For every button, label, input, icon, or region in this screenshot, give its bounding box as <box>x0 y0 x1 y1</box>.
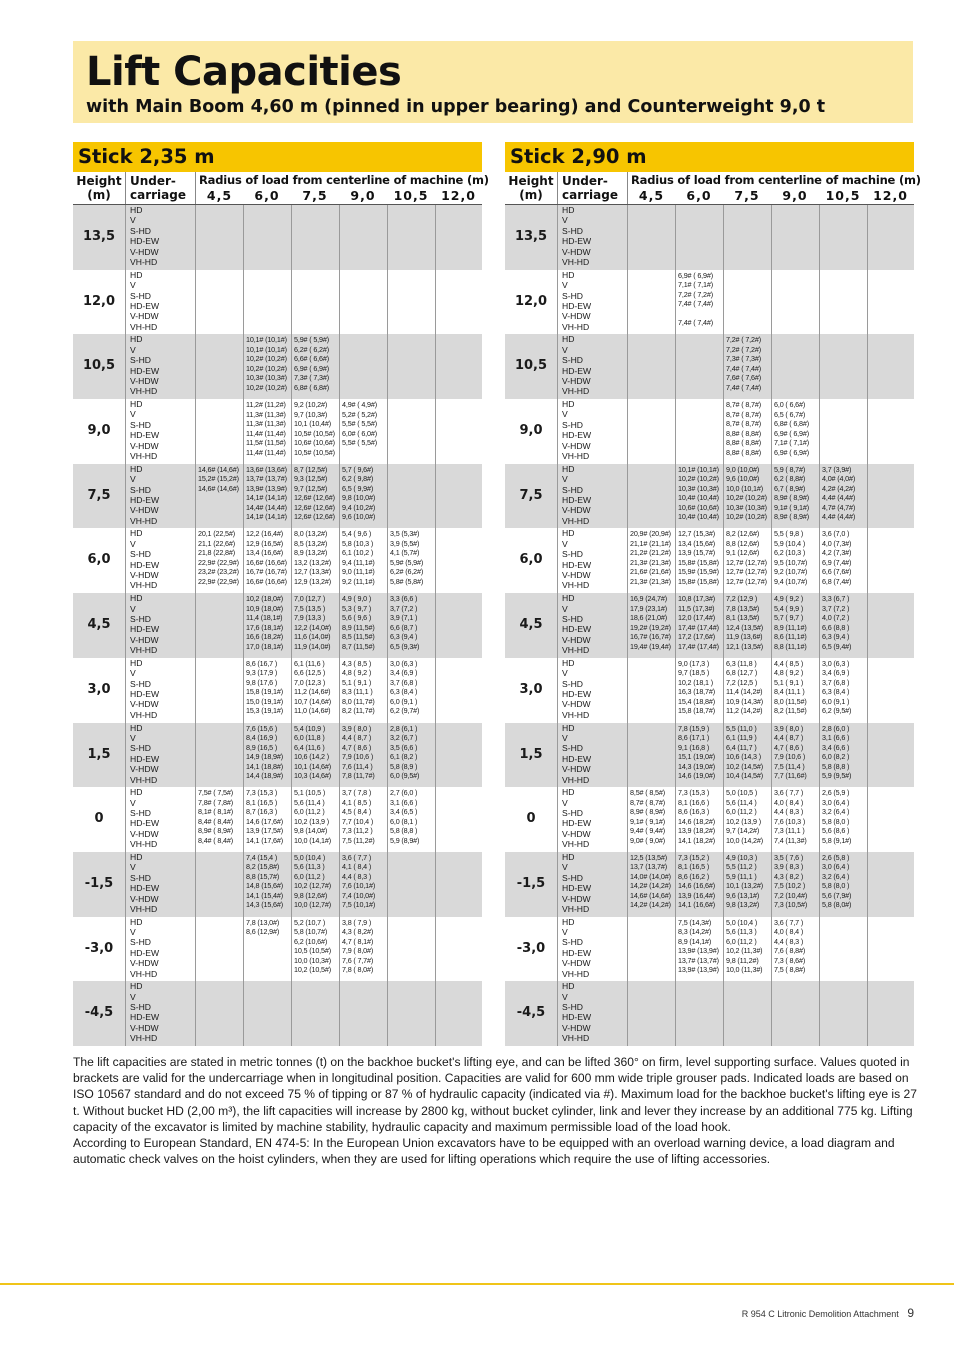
capacity-cell: 3,0 (6,3 ) 3,4 (6,9 ) 3,7 (6,8 ) 6,3 (8,4 ) 6,0 (9,1 ) 6,2 (9,7#) <box>387 658 435 723</box>
capacity-cell <box>243 205 291 270</box>
undercarriage-cell: HD V S-HD HD-EW V-HDW VH-HD <box>125 334 195 399</box>
capacity-cell <box>435 917 482 982</box>
panel-title: Stick 2,35 m <box>73 142 482 172</box>
capacity-cell <box>627 334 675 399</box>
undercarriage-cell: HD V S-HD HD-EW V-HDW VH-HD <box>557 270 627 335</box>
capacity-cell <box>867 464 914 529</box>
stick-2-90-panel <box>505 142 921 1046</box>
capacity-cell: 9,0 (10,0#) 9,6 (10,0#) 10,0 (10,1#) 10,2# (10,2#) 10,3# (10,3#) 10,2# (10,2#) <box>723 464 771 529</box>
capacity-cell: 2,6 (5,9 ) 3,0 (6,4 ) 3,2 (6,4 ) 5,8 (8,0 ) 5,6 (8,6 ) 5,8 (9,1#) <box>819 787 867 852</box>
capacity-cell: 5,5 (11,0 ) 6,1 (11,9 ) 6,4 (11,7 ) 10,6 (14,3 ) 10,2 (14,5#) 10,4 (14,5#) <box>723 723 771 788</box>
table-row <box>505 917 914 982</box>
radius-value: 12,0 <box>441 188 476 203</box>
radius-value: 9,0 <box>350 188 376 203</box>
radius-header: Radius of load from centerline of machine (m) <box>631 173 921 187</box>
panel-title: Stick 2,90 m <box>505 142 914 172</box>
capacity-cell: 8,5# ( 8,5#) 8,7# ( 8,7#) 8,9# ( 8,9#) 9,1# ( 9,1#) 9,4# ( 9,4#) 9,0# ( 9,0#) <box>627 787 675 852</box>
table-row <box>73 334 482 399</box>
capacity-cell: 5,0 (10,5 ) 5,6 (11,4 ) 6,0 (11,2 ) 10,2 (13,9 ) 9,7 (14,2#) 10,0 (14,2#) <box>723 787 771 852</box>
capacity-cell: 5,5 ( 9,8 ) 5,9 (10,4 ) 6,2 (10,3 ) 9,5 (10,7#) 9,2 (10,7#) 9,4 (10,7#) <box>771 528 819 593</box>
table-row <box>73 917 482 982</box>
capacity-cell <box>627 658 675 723</box>
capacity-cell <box>771 270 819 335</box>
table-row <box>73 852 482 917</box>
capacity-cell <box>867 270 914 335</box>
capacity-cell <box>627 723 675 788</box>
radius-value: 4,5 <box>206 188 233 203</box>
capacity-cell: 4,4 ( 8,5 ) 4,8 ( 9,2 ) 5,1 ( 9,1 ) 8,4 (11,1 ) 8,0 (11,5#) 8,2 (11,5#) <box>771 658 819 723</box>
height-cell: 12,0 <box>82 293 116 309</box>
height-cell: 4,5 <box>87 617 111 633</box>
capacity-cell <box>435 399 482 464</box>
capacity-cell: 7,3 (15,3 ) 8,1 (16,5 ) 8,7 (16,3 ) 14,6 (17,6#) 13,9 (17,5#) 14,1 (17,6#) <box>243 787 291 852</box>
height-cell: 10,5 <box>514 358 548 374</box>
capacity-cell <box>339 334 387 399</box>
capacity-cell <box>435 464 482 529</box>
capacity-cell <box>195 399 243 464</box>
table-row <box>73 399 482 464</box>
capacity-cell: 3,7 ( 7,8 ) 4,1 ( 8,5 ) 4,5 ( 8,4 ) 7,7 (10,4 ) 7,3 (11,2 ) 7,5 (11,2#) <box>339 787 387 852</box>
capacity-cell <box>387 981 435 1046</box>
page-title: Lift Capacities <box>86 49 402 95</box>
capacity-cell <box>675 334 723 399</box>
capacity-cell: 3,6 ( 7,7 ) 4,1 ( 8,4 ) 4,4 ( 8,3 ) 7,6 (10,1#) 7,4 (10,0#) 7,5 (10,1#) <box>339 852 387 917</box>
undercarriage-cell: HD V S-HD HD-EW V-HDW VH-HD <box>125 270 195 335</box>
capacity-cell <box>195 334 243 399</box>
capacity-cell <box>291 981 339 1046</box>
capacity-cell <box>435 528 482 593</box>
footer-label: R 954 C Litronic Demolition Attachment <box>741 1309 899 1319</box>
table-row <box>73 205 482 270</box>
undercarriage-cell: HD V S-HD HD-EW V-HDW VH-HD <box>125 917 195 982</box>
capacity-cell: 10,2 (18,0#) 10,9 (18,0#) 11,4 (18,1#) 17,6 (18,1#) 16,6 (18,2#) 17,0 (18,1#) <box>243 593 291 658</box>
radius-column <box>723 172 771 204</box>
height-cell: 3,0 <box>87 681 111 697</box>
undercarriage-cell: HD V S-HD HD-EW V-HDW VH-HD <box>557 787 627 852</box>
capacity-cell <box>387 334 435 399</box>
capacity-cell: 3,9 ( 8,0 ) 4,4 ( 8,7 ) 4,7 ( 8,6 ) 7,9 (10,6 ) 7,5 (11,4 ) 7,7 (11,6#) <box>771 723 819 788</box>
table-row <box>505 981 914 1046</box>
height-cell: 12,0 <box>514 293 548 309</box>
capacity-cell: 8,7 (12,5#) 9,3 (12,5#) 9,7 (12,5#) 12,6# (12,6#) 12,6# (12,6#) 12,6# (12,6#) <box>291 464 339 529</box>
undercarriage-cell: HD V S-HD HD-EW V-HDW VH-HD <box>557 723 627 788</box>
capacity-cell <box>867 205 914 270</box>
capacity-cell: 3,8 ( 7,9 ) 4,3 ( 8,2#) 4,7 ( 8,1#) 7,9 ( 8,0#) 7,6 ( 7,7#) 7,8 ( 8,0#) <box>339 917 387 982</box>
radius-column <box>819 172 867 204</box>
capacity-cell: 3,3 (6,7 ) 3,7 (7,2 ) 4,0 (7,2 ) 6,6 (8,8 ) 6,3 (9,4 ) 6,5 (9,4#) <box>819 593 867 658</box>
height-cell: 10,5 <box>82 358 116 374</box>
capacity-cell <box>435 981 482 1046</box>
footer <box>742 1306 914 1320</box>
capacity-cell <box>195 852 243 917</box>
capacity-cell <box>771 205 819 270</box>
capacity-cell <box>195 205 243 270</box>
undercarriage-cell: HD V S-HD HD-EW V-HDW VH-HD <box>125 399 195 464</box>
capacity-cell: 8,0 (13,2#) 8,5 (13,2#) 8,9 (13,2#) 13,2 (13,2#) 12,7 (13,3#) 12,9 (13,2#) <box>291 528 339 593</box>
capacity-cell <box>387 917 435 982</box>
table-row <box>73 593 482 658</box>
undercarriage-cell: HD V S-HD HD-EW V-HDW VH-HD <box>557 528 627 593</box>
capacity-cell: 2,6 (5,8 ) 3,0 (6,4 ) 3,2 (6,4 ) 5,8 (8,0 ) 5,6 (7,9#) 5,8 (8,0#) <box>819 852 867 917</box>
capacity-cell: 9,0 (17,3 ) 9,7 (18,5 ) 10,2 (18,1 ) 16,3 (18,7#) 15,4 (18,8#) 15,8 (18,7#) <box>675 658 723 723</box>
capacity-cell <box>867 334 914 399</box>
capacity-cell: 4,9 ( 9,0 ) 5,3 ( 9,7 ) 5,6 ( 9,6 ) 8,9 (11,5#) 8,5 (11,5#) 8,7 (11,5#) <box>339 593 387 658</box>
capacity-cell <box>867 723 914 788</box>
undercarriage-cell: HD V S-HD HD-EW V-HDW VH-HD <box>125 593 195 658</box>
capacity-cell: 8,7# ( 8,7#) 8,7# ( 8,7#) 8,7# ( 8,7#) 8,8# ( 8,8#) 8,8# ( 8,8#) 8,8# ( 8,8#) <box>723 399 771 464</box>
capacity-cell: 4,9# ( 4,9#) 5,2# ( 5,2#) 5,5# ( 5,5#) 6,0# ( 6,0#) 5,5# ( 5,5#) <box>339 399 387 464</box>
radius-column <box>195 172 243 204</box>
table-row <box>505 787 914 852</box>
height-cell: 3,0 <box>519 681 543 697</box>
height-cell: 7,5 <box>87 487 111 503</box>
undercarriage-column-header: Under- carriage <box>125 172 195 204</box>
capacity-cell: 12,5 (13,5#) 13,7 (13,7#) 14,0# (14,0#) 14,2# (14,2#) 14,6# (14,6#) 14,2# (14,2#) <box>627 852 675 917</box>
capacity-cell <box>435 723 482 788</box>
capacity-cell <box>435 205 482 270</box>
height-cell: -4,5 <box>84 1005 114 1021</box>
notes <box>73 1054 918 1167</box>
capacity-cell <box>867 981 914 1046</box>
notes-paragraph: The lift capacities are stated in metric tonnes (t) on the backhoe bucket's lifting eye, and can be lifted 360° on firm, level supporting surface. Values quoted in brackets are valid for the undercarriage when in longitudinal position. Capacities are valid for 600 mm wide triple grouser pads. Indicated loads are based on ISO 10567 standard and do not exceed 75 % of tipping or 87 % of hydraulic capacity (indicated via #). Maximum load for the backhoe bucket's lifting eye is 27 t. Without bucket HD (2,00 m³), the lift capacities will increase by 2800 kg, without bucket cylinder, link and lever they increase by an additional 775 kg. Lifting capacity of the excavator is limited by machine stability, hydraulic capacity and maximum permissible load of the load hook. <box>73 1055 917 1134</box>
table-row <box>73 270 482 335</box>
capacity-cell: 3,6 ( 7,7 ) 4,0 ( 8,4 ) 4,4 ( 8,3 ) 7,6 (10,3 ) 7,3 (11,1 ) 7,4 (11,3#) <box>771 787 819 852</box>
capacity-cell <box>435 787 482 852</box>
capacity-cell: 7,5# ( 7,5#) 7,8# ( 7,8#) 8,1# ( 8,1#) 8,4# ( 8,4#) 8,9# ( 8,9#) 8,4# ( 8,4#) <box>195 787 243 852</box>
capacity-cell: 12,7 (15,3#) 13,4 (15,6#) 13,9 (15,7#) 15,8# (15,8#) 15,9# (15,9#) 15,8# (15,8#) <box>675 528 723 593</box>
capacity-cell: 10,1# (10,1#) 10,1# (10,1#) 10,2# (10,2#) 10,2# (10,2#) 10,3# (10,3#) 10,2# (10,2#) <box>243 334 291 399</box>
capacity-cell <box>435 658 482 723</box>
capacity-cell: 14,6# (14,6#) 15,2# (15,2#) 14,6# (14,6#) <box>195 464 243 529</box>
undercarriage-cell: HD V S-HD HD-EW V-HDW VH-HD <box>125 723 195 788</box>
capacity-cell: 20,1 (22,5#) 21,1 (22,6#) 21,8 (22,8#) 22,9# (22,9#) 23,2# (23,2#) 22,9# (22,9#) <box>195 528 243 593</box>
capacity-cell <box>723 981 771 1046</box>
table-row <box>505 658 914 723</box>
radius-value: 10,5 <box>393 188 429 203</box>
table-row <box>73 787 482 852</box>
capacity-cell: 7,8 (15,9 ) 8,6 (17,1 ) 9,1 (16,8 ) 15,1 (19,0#) 14,3 (19,0#) 14,6 (19,0#) <box>675 723 723 788</box>
capacity-cell <box>867 852 914 917</box>
capacity-cell: 3,3 (6,6 ) 3,7 (7,2 ) 3,9 (7,1 ) 6,6 (8,7 ) 6,3 (9,4 ) 6,5 (9,3#) <box>387 593 435 658</box>
capacity-cell: 16,9 (24,7#) 17,9 (23,1#) 18,6 (21,0#) 19,2# (19,2#) 16,7# (16,7#) 19,4# (19,4#) <box>627 593 675 658</box>
radius-column <box>867 172 914 204</box>
height-column-header: Height (m) <box>76 174 122 202</box>
capacity-cell <box>867 593 914 658</box>
capacity-cell <box>435 852 482 917</box>
height-cell: 0 <box>526 811 536 827</box>
height-cell: -1,5 <box>516 875 546 891</box>
capacity-cell: 7,3 (15,2 ) 8,1 (16,5 ) 8,6 (16,2 ) 14,6 (16,6#) 13,9 (16,4#) 14,1 (16,6#) <box>675 852 723 917</box>
table-row <box>505 852 914 917</box>
height-cell: -4,5 <box>516 1005 546 1021</box>
undercarriage-cell: HD V S-HD HD-EW V-HDW VH-HD <box>557 593 627 658</box>
capacity-cell <box>819 399 867 464</box>
capacity-cell: 10,1# (10,1#) 10,2# (10,2#) 10,3# (10,3#) 10,4# (10,4#) 10,6# (10,6#) 10,4# (10,4#) <box>675 464 723 529</box>
capacity-cell <box>867 787 914 852</box>
height-column-header: Height (m) <box>508 174 554 202</box>
radius-column <box>771 172 819 204</box>
capacity-cell: 11,2# (11,2#) 11,3# (11,3#) 11,3# (11,3#) 11,4# (11,4#) 11,5# (11,5#) 11,4# (11,4#) <box>243 399 291 464</box>
undercarriage-cell: HD V S-HD HD-EW V-HDW VH-HD <box>125 658 195 723</box>
capacity-cell: 3,0 (6,3 ) 3,4 (6,9 ) 3,7 (6,8 ) 6,3 (8,4 ) 6,0 (9,1 ) 6,2 (9,5#) <box>819 658 867 723</box>
capacity-cell <box>387 464 435 529</box>
undercarriage-cell: HD V S-HD HD-EW V-HDW VH-HD <box>125 205 195 270</box>
radius-value: 12,0 <box>873 188 908 203</box>
table-row <box>73 658 482 723</box>
undercarriage-cell: HD V S-HD HD-EW V-HDW VH-HD <box>557 917 627 982</box>
page-subtitle: with Main Boom 4,60 m (pinned in upper bearing) and Counterweight 9,0 t <box>86 97 826 117</box>
lift-capacity-table <box>73 205 482 1046</box>
radius-value: 4,5 <box>638 188 665 203</box>
capacity-cell <box>627 270 675 335</box>
capacity-cell <box>867 658 914 723</box>
capacity-cell <box>723 270 771 335</box>
height-cell: -1,5 <box>84 875 114 891</box>
capacity-cell: 10,8 (17,3#) 11,5 (17,3#) 12,0 (17,4#) 17,4# (17,4#) 17,2 (17,6#) 17,4# (17,4#) <box>675 593 723 658</box>
height-cell: -3,0 <box>516 940 546 956</box>
capacity-cell: 5,4 ( 9,6 ) 5,8 (10,3 ) 6,1 (10,2 ) 9,4 (11,1#) 9,0 (11,1#) 9,2 (11,1#) <box>339 528 387 593</box>
capacity-cell: 2,7 (6,0 ) 3,1 (6,6 ) 3,4 (6,5 ) 6,0 (8,1 ) 5,8 (8,8 ) 5,9 (8,9#) <box>387 787 435 852</box>
column-header <box>505 172 921 205</box>
capacity-cell: 8,6 (16,7 ) 9,3 (17,9 ) 9,8 (17,6 ) 15,8 (19,1#) 15,0 (19,1#) 15,3 (19,1#) <box>243 658 291 723</box>
capacity-cell: 7,6 (15,6 ) 8,4 (16,9 ) 8,9 (16,5 ) 14,9 (18,9#) 14,1 (18,8#) 14,4 (18,9#) <box>243 723 291 788</box>
table-row <box>505 593 914 658</box>
undercarriage-cell: HD V S-HD HD-EW V-HDW VH-HD <box>125 852 195 917</box>
height-cell: 9,0 <box>519 423 543 439</box>
radius-value: 7,5 <box>734 188 760 203</box>
capacity-cell <box>627 464 675 529</box>
radius-value: 6,0 <box>254 188 280 203</box>
undercarriage-cell: HD V S-HD HD-EW V-HDW VH-HD <box>557 464 627 529</box>
capacity-cell <box>819 334 867 399</box>
capacity-cell <box>243 270 291 335</box>
radius-column <box>627 172 675 204</box>
radius-header: Radius of load from centerline of machine (m) <box>199 173 489 187</box>
undercarriage-cell: HD V S-HD HD-EW V-HDW VH-HD <box>557 334 627 399</box>
undercarriage-cell: HD V S-HD HD-EW V-HDW VH-HD <box>557 205 627 270</box>
radius-value: 6,0 <box>686 188 712 203</box>
height-cell: 6,0 <box>87 552 111 568</box>
capacity-cell: 3,7 (3,9#) 4,0# (4,0#) 4,2# (4,2#) 4,4# (4,4#) 4,7# (4,7#) 4,4# (4,4#) <box>819 464 867 529</box>
capacity-cell <box>195 723 243 788</box>
capacity-cell <box>819 981 867 1046</box>
capacity-cell <box>819 270 867 335</box>
capacity-cell: 5,2 (10,7 ) 5,8 (10,7#) 6,2 (10,6#) 10,5 (10,5#) 10,0 (10,3#) 10,2 (10,5#) <box>291 917 339 982</box>
capacity-cell <box>387 399 435 464</box>
lift-capacity-table <box>505 205 914 1046</box>
capacity-cell: 4,9 ( 9,2 ) 5,4 ( 9,9 ) 5,7 ( 9,7 ) 8,9 (11,1#) 8,6 (11,1#) 8,8 (11,1#) <box>771 593 819 658</box>
capacity-cell: 7,3 (15,3 ) 8,1 (16,6 ) 8,6 (16,3 ) 14,6 (18,2#) 13,9 (18,2#) 14,1 (18,2#) <box>675 787 723 852</box>
height-cell: 13,5 <box>514 229 548 244</box>
capacity-cell <box>627 399 675 464</box>
capacity-cell: 4,9 (10,3 ) 5,5 (11,2 ) 5,9 (11,1 ) 10,1 (13,2#) 9,6 (13,1#) 9,8 (13,2#) <box>723 852 771 917</box>
capacity-cell <box>675 205 723 270</box>
capacity-cell <box>195 917 243 982</box>
capacity-cell <box>339 981 387 1046</box>
capacity-cell: 2,8 (6,1 ) 3,2 (6,7 ) 3,5 (6,6 ) 6,1 (8,2 ) 5,8 (8,9 ) 6,0 (9,5#) <box>387 723 435 788</box>
capacity-cell <box>867 399 914 464</box>
capacity-cell: 3,5 (5,3#) 3,9 (5,5#) 4,1 (5,7#) 5,9# (5,9#) 6,2# (6,2#) 5,8# (5,8#) <box>387 528 435 593</box>
height-cell: 4,5 <box>519 617 543 633</box>
capacity-cell: 5,7 ( 9,6#) 6,2 ( 9,8#) 6,5 ( 9,9#) 9,8 (10,0#) 9,4 (10,2#) 9,6 (10,0#) <box>339 464 387 529</box>
undercarriage-cell: HD V S-HD HD-EW V-HDW VH-HD <box>557 399 627 464</box>
capacity-cell: 2,8 (6,0 ) 3,1 (6,6 ) 3,4 (6,6 ) 6,0 (8,2 ) 5,8 (8,8 ) 5,9 (9,5#) <box>819 723 867 788</box>
capacity-cell: 7,2# ( 7,2#) 7,2# ( 7,2#) 7,3# ( 7,3#) 7,4# ( 7,4#) 7,6# ( 7,6#) 7,4# ( 7,4#) <box>723 334 771 399</box>
capacity-cell <box>675 981 723 1046</box>
capacity-cell: 12,2 (16,4#) 12,9 (16,5#) 13,4 (16,6#) 16,6# (16,6#) 16,7# (16,7#) 16,6# (16,6#) <box>243 528 291 593</box>
capacity-cell: 5,4 (10,9 ) 6,0 (11,8 ) 6,4 (11,6 ) 10,6 (14,2 ) 10,1 (14,6#) 10,3 (14,6#) <box>291 723 339 788</box>
capacity-cell: 3,6 ( 7,7 ) 4,0 ( 8,4 ) 4,4 ( 8,3 ) 7,6 ( 8,8#) 7,3 ( 8,6#) 7,5 ( 8,8#) <box>771 917 819 982</box>
undercarriage-column-header: Under- carriage <box>557 172 627 204</box>
radius-value: 10,5 <box>825 188 861 203</box>
capacity-cell <box>627 917 675 982</box>
undercarriage-cell: HD V S-HD HD-EW V-HDW VH-HD <box>557 852 627 917</box>
capacity-cell: 7,8 (13,0#) 8,6 (12,9#) <box>243 917 291 982</box>
capacity-cell <box>435 334 482 399</box>
height-cell: 1,5 <box>519 746 543 762</box>
height-cell: -3,0 <box>84 940 114 956</box>
capacity-cell <box>387 270 435 335</box>
capacity-cell: 5,0 (10,4 ) 5,6 (11,3 ) 6,0 (11,2 ) 10,2 (11,3#) 9,8 (11,2#) 10,0 (11,3#) <box>723 917 771 982</box>
radius-column <box>291 172 339 204</box>
capacity-cell <box>387 852 435 917</box>
height-cell: 13,5 <box>82 229 116 244</box>
capacity-cell: 6,9# ( 6,9#) 7,1# ( 7,1#) 7,2# ( 7,2#) 7,4# ( 7,4#) 7,4# ( 7,4#) <box>675 270 723 335</box>
table-row <box>505 723 914 788</box>
undercarriage-cell: HD V S-HD HD-EW V-HDW VH-HD <box>125 981 195 1046</box>
capacity-cell: 9,2 (10,2#) 9,7 (10,3#) 10,1 (10,4#) 10,5# (10,5#) 10,6# (10,6#) 10,5# (10,5#) <box>291 399 339 464</box>
capacity-cell <box>867 917 914 982</box>
stick-2-35-panel <box>73 142 489 1046</box>
height-cell: 1,5 <box>87 746 111 762</box>
capacity-cell <box>771 334 819 399</box>
height-cell: 0 <box>94 811 104 827</box>
capacity-cell: 3,6 (7,0 ) 4,0 (7,3#) 4,2 (7,3#) 6,9 (7,4#) 6,6 (7,6#) 6,8 (7,4#) <box>819 528 867 593</box>
radius-column <box>435 172 482 204</box>
undercarriage-cell: HD V S-HD HD-EW V-HDW VH-HD <box>125 464 195 529</box>
capacity-cell <box>195 593 243 658</box>
notes-paragraph: According to European Standard, EN 474-5: In the European Union excavators have to be equipped with an overload warning device, a load diagram and automatic check valves on the hoist cylinders, when they are used for lifting operations which require the use of lifting accessories. <box>73 1136 895 1167</box>
table-row <box>505 464 914 529</box>
radius-column <box>243 172 291 204</box>
page-header <box>73 41 913 123</box>
capacity-cell: 3,9 ( 8,0 ) 4,4 ( 8,7 ) 4,7 ( 8,6 ) 7,9 (10,6 ) 7,6 (11,4 ) 7,8 (11,7#) <box>339 723 387 788</box>
table-row <box>73 723 482 788</box>
table-row <box>505 399 914 464</box>
capacity-cell <box>195 658 243 723</box>
capacity-cell <box>339 205 387 270</box>
capacity-cell <box>627 981 675 1046</box>
capacity-cell: 6,3 (11,8 ) 6,8 (12,7 ) 7,2 (12,5 ) 11,4 (14,2#) 10,9 (14,3#) 11,2 (14,2#) <box>723 658 771 723</box>
capacity-cell: 7,2 (12,9 ) 7,8 (13,5#) 8,1 (13,5#) 12,4 (13,5#) 11,9 (13,6#) 12,1 (13,5#) <box>723 593 771 658</box>
capacity-cell <box>675 399 723 464</box>
radius-value: 9,0 <box>782 188 808 203</box>
capacity-cell <box>723 205 771 270</box>
table-row <box>73 528 482 593</box>
capacity-cell: 5,9# ( 5,9#) 6,2# ( 6,2#) 6,6# ( 6,6#) 6,9# ( 6,9#) 7,3# ( 7,3#) 6,8# ( 6,8#) <box>291 334 339 399</box>
table-row <box>505 205 914 270</box>
page-number: 9 <box>907 1306 914 1320</box>
table-row <box>73 464 482 529</box>
capacity-cell: 20,9# (20,9#) 21,1# (21,1#) 21,2# (21,2#) 21,3# (21,3#) 21,6# (21,6#) 21,3# (21,3#) <box>627 528 675 593</box>
table-row <box>73 981 482 1046</box>
undercarriage-cell: HD V S-HD HD-EW V-HDW VH-HD <box>125 787 195 852</box>
capacity-cell <box>867 528 914 593</box>
table-row <box>505 334 914 399</box>
capacity-cell: 6,0 ( 6,6#) 6,5 ( 6,7#) 6,8# ( 6,8#) 6,9# ( 6,9#) 7,1# ( 7,1#) 6,9# ( 6,9#) <box>771 399 819 464</box>
capacity-cell: 7,4 (15,4 ) 8,2 (15,8#) 8,8 (15,7#) 14,8 (15,6#) 14,1 (15,4#) 14,3 (15,6#) <box>243 852 291 917</box>
capacity-cell: 8,2 (12,6#) 8,8 (12,6#) 9,1 (12,6#) 12,7# (12,7#) 12,7# (12,7#) 12,7# (12,7#) <box>723 528 771 593</box>
capacity-cell <box>291 270 339 335</box>
column-header <box>73 172 489 205</box>
capacity-cell <box>195 981 243 1046</box>
capacity-cell <box>195 270 243 335</box>
height-cell: 7,5 <box>519 487 543 503</box>
capacity-cell <box>819 917 867 982</box>
capacity-cell <box>339 270 387 335</box>
height-cell: 9,0 <box>87 423 111 439</box>
capacity-cell: 5,0 (10,4 ) 5,6 (11,3 ) 6,0 (11,2 ) 10,2 (12,7#) 9,8 (12,6#) 10,0 (12,7#) <box>291 852 339 917</box>
capacity-cell: 7,0 (12,7 ) 7,5 (13,5 ) 7,9 (13,3 ) 12,2 (14,0#) 11,6 (14,0#) 11,9 (14,0#) <box>291 593 339 658</box>
radius-column <box>339 172 387 204</box>
capacity-cell: 5,9 ( 8,7#) 6,2 ( 8,8#) 6,7 ( 8,9#) 8,9# ( 8,9#) 9,1# ( 9,1#) 8,9# ( 8,9#) <box>771 464 819 529</box>
capacity-cell <box>627 205 675 270</box>
capacity-cell <box>771 981 819 1046</box>
undercarriage-cell: HD V S-HD HD-EW V-HDW VH-HD <box>125 528 195 593</box>
radius-value: 7,5 <box>302 188 328 203</box>
capacity-cell: 3,5 ( 7,6 ) 3,9 ( 8,3 ) 4,3 ( 8,2 ) 7,5 (10,2 ) 7,2 (10,4#) 7,3 (10,5#) <box>771 852 819 917</box>
undercarriage-cell: HD V S-HD HD-EW V-HDW VH-HD <box>557 658 627 723</box>
capacity-cell: 13,6# (13,6#) 13,7# (13,7#) 13,9# (13,9#) 14,1# (14,1#) 14,4# (14,4#) 14,1# (14,1#) <box>243 464 291 529</box>
height-cell: 6,0 <box>519 552 543 568</box>
undercarriage-cell: HD V S-HD HD-EW V-HDW VH-HD <box>557 981 627 1046</box>
capacity-cell <box>291 205 339 270</box>
capacity-cell: 4,3 ( 8,5 ) 4,8 ( 9,2 ) 5,1 ( 9,1 ) 8,3 (11,1 ) 8,0 (11,7#) 8,2 (11,7#) <box>339 658 387 723</box>
capacity-cell <box>435 593 482 658</box>
radius-column <box>675 172 723 204</box>
table-row <box>505 270 914 335</box>
capacity-cell: 7,5 (14,3#) 8,3 (14,2#) 8,9 (14,1#) 13,9# (13,9#) 13,7# (13,7#) 13,9# (13,9#) <box>675 917 723 982</box>
capacity-cell: 6,1 (11,6 ) 6,6 (12,5 ) 7,0 (12,3 ) 11,2 (14,6#) 10,7 (14,6#) 11,0 (14,6#) <box>291 658 339 723</box>
capacity-cell: 5,1 (10,5 ) 5,6 (11,4 ) 6,0 (11,2 ) 10,2 (13,9 ) 9,8 (14,0#) 10,0 (14,1#) <box>291 787 339 852</box>
footer-rule <box>0 1283 954 1285</box>
capacity-cell <box>819 205 867 270</box>
radius-column <box>387 172 435 204</box>
capacity-cell <box>387 205 435 270</box>
capacity-cell <box>243 981 291 1046</box>
table-row <box>505 528 914 593</box>
capacity-cell <box>435 270 482 335</box>
